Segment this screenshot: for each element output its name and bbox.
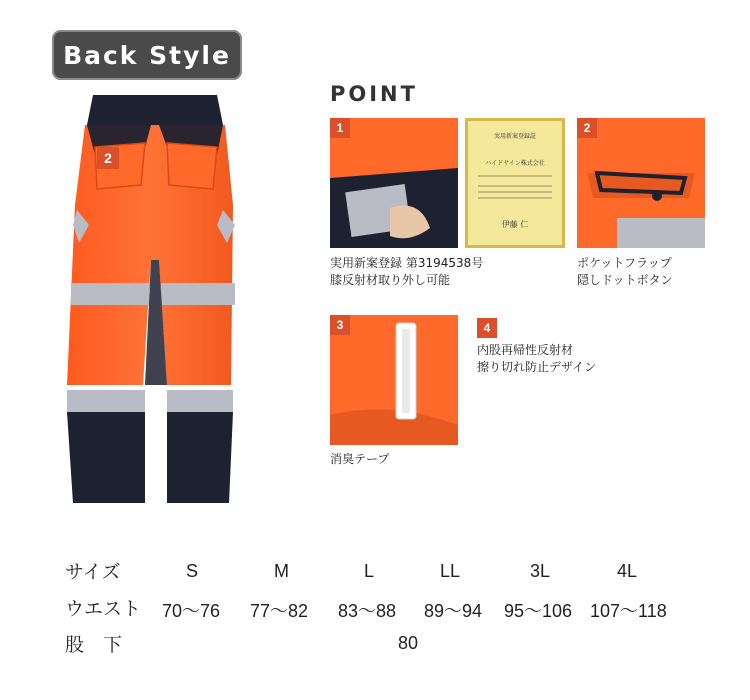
waist-s: 70〜76 <box>162 601 221 621</box>
point-4-badge: 4 <box>477 318 497 338</box>
point-1-badge: 1 <box>330 118 350 138</box>
point-1-photo <box>330 118 458 248</box>
point-4-caption-line2: 擦り切れ防止デザイン <box>477 360 597 374</box>
size-ll: LL <box>440 561 461 581</box>
point-3-badge: 3 <box>330 315 350 335</box>
inseam-label: 股 下 <box>65 634 123 656</box>
certificate-image <box>465 118 565 248</box>
point-1-caption-line1: 実用新案登録 第3194538号 <box>330 256 484 270</box>
inseam-value: 80 <box>398 633 419 653</box>
point-heading: POINT <box>330 82 418 106</box>
size-3l: 3L <box>530 561 551 581</box>
certificate-company: ハイドサイン株式会社 <box>485 160 545 167</box>
size-s: S <box>186 561 199 581</box>
point-1-caption-line2: 膝反射材取り外し可能 <box>330 273 451 287</box>
point-2-caption-line1: ポケットフラップ <box>577 256 672 270</box>
point-3-photo <box>330 315 458 445</box>
back-style-label: Back Style <box>52 30 242 80</box>
certificate-signature: 伊藤 仁 <box>501 220 529 229</box>
point-3-caption-line1: 消臭テープ <box>330 452 390 466</box>
certificate-title: 実用新案登録証 <box>493 133 536 140</box>
point-3-caption <box>330 451 389 468</box>
point-2-caption <box>577 255 673 289</box>
waist-4l: 107〜118 <box>590 601 667 621</box>
point-2-photo <box>577 118 705 248</box>
pants-back-image <box>55 85 255 505</box>
point-4-caption <box>477 342 596 376</box>
size-4l: 4L <box>617 561 638 581</box>
waist-label: ウエスト <box>65 598 142 620</box>
point-2-badge: 2 <box>577 118 597 138</box>
point-1-caption <box>330 255 483 289</box>
point-4-caption-line1: 内股再帰性反射材 <box>477 343 574 357</box>
size-l: L <box>364 561 375 581</box>
size-label: サイズ <box>65 561 121 583</box>
waist-l: 83〜88 <box>338 601 397 621</box>
waist-ll: 89〜94 <box>424 601 483 621</box>
point-2-caption-line2: 隠しドットボタン <box>577 273 673 287</box>
waist-3l: 95〜106 <box>504 601 573 621</box>
size-m: M <box>274 561 289 581</box>
waist-m: 77〜82 <box>250 601 309 621</box>
pants-badge: 2 <box>97 147 119 169</box>
